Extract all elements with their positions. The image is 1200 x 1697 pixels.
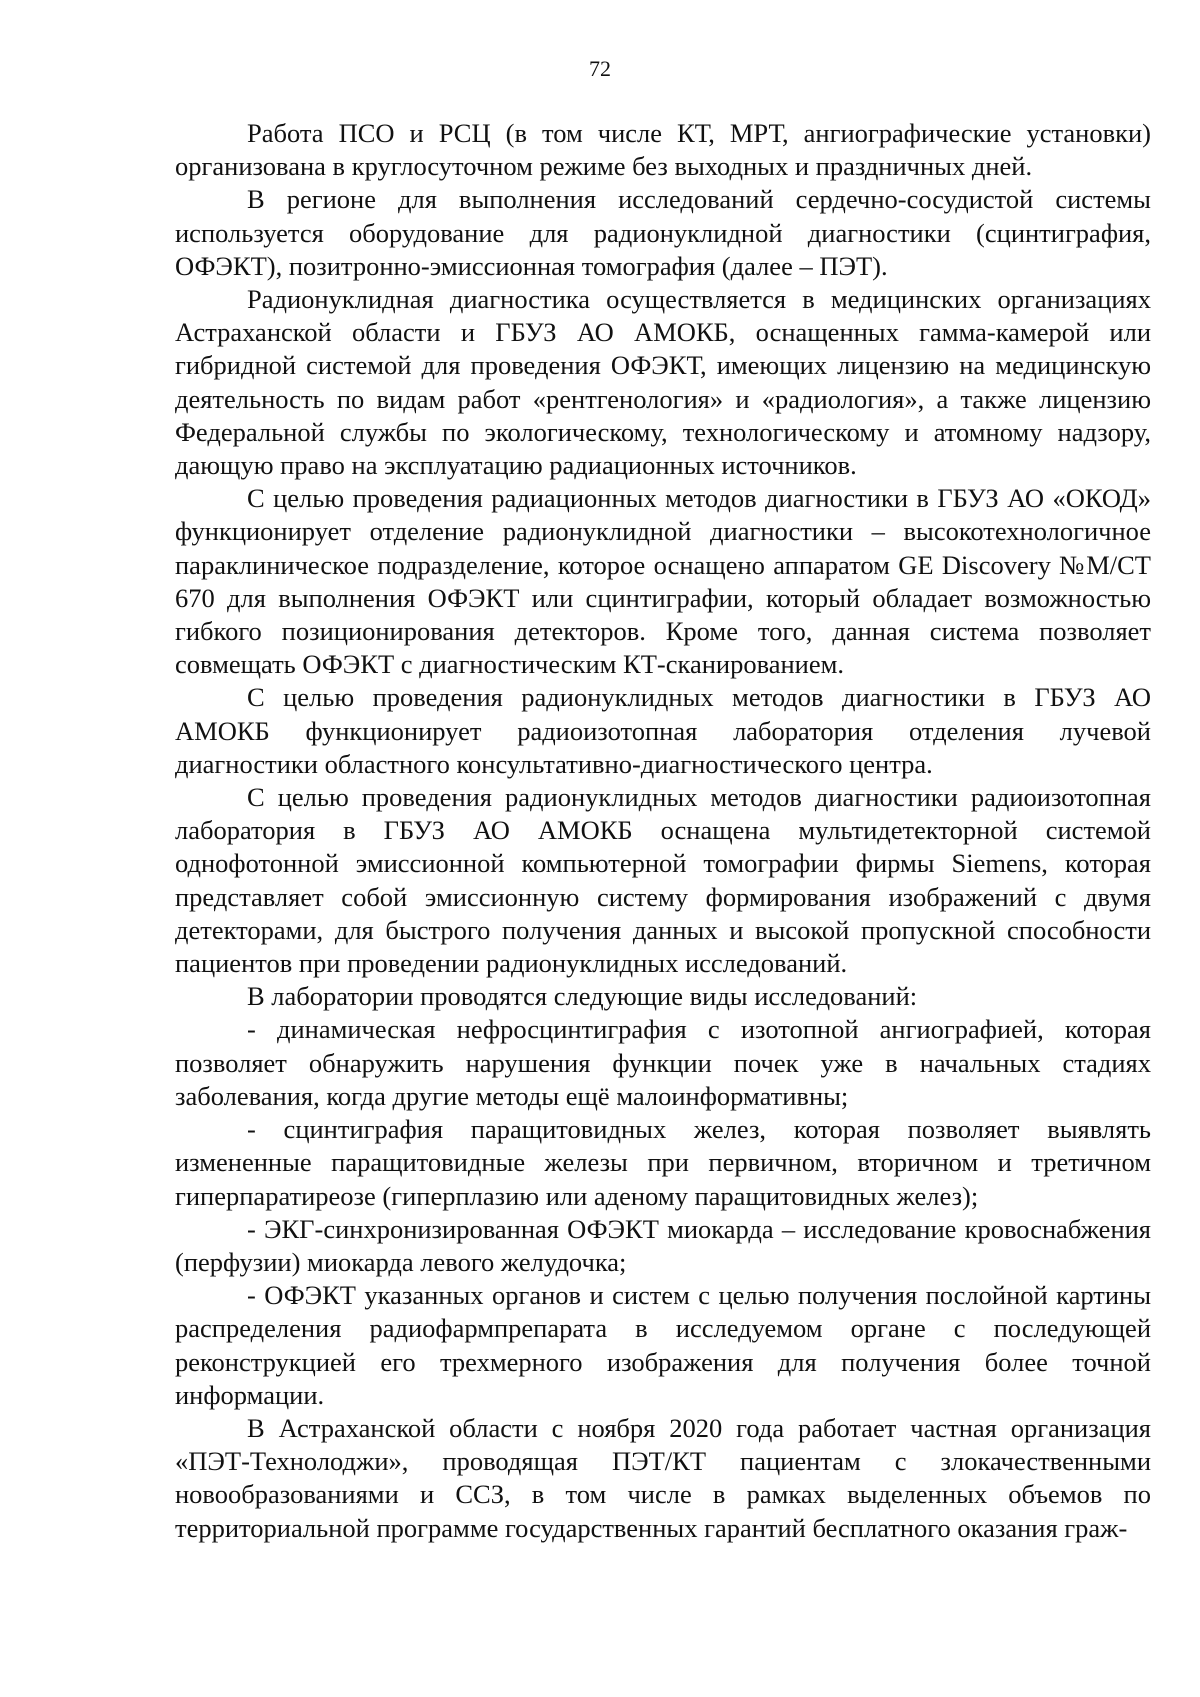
paragraph: С целью проведения радиационных методов диагностики в ГБУЗ АО «ОКОД» функционирует отделение радионуклидной диагностики – высокотехнологичное параклиническое подразделение, которое оснащено аппаратом GE Discovery №M/CT 670 для выполнения ОФЭКТ или сцинтиграфии, который обладает возможностью гибкого позиционирования детекторов. Кроме того, данная система позволяет совмещать ОФЭКТ с диагностическим КТ-сканированием.: [175, 483, 1151, 680]
paragraph: С целью проведения радионуклидных методов диагностики радиоизотопная лаборатория в ГБУЗ АО АМОКБ оснащена мультидетекторной системой однофотонной эмиссионной компьютерной томографии фирмы Siemens, которая представляет собой эмиссионную систему формирования изображений с двумя детекторами, для быстрого получения данных и высокой пропускной способности пациентов при проведении радионуклидных исследований.: [175, 782, 1151, 979]
document-body: [175, 117, 1151, 1545]
list-item: - динамическая нефросцинтиграфия с изотопной ангиографией, которая позволяет обнаружить нарушения функции почек уже в начальных стадиях заболевания, когда другие методы ещё малоинформативны;: [175, 1014, 1151, 1111]
paragraph: Радионуклидная диагностика осуществляется в медицинских организациях Астраханской области и ГБУЗ АО АМОКБ, оснащенных гамма-камерой или гибридной системой для проведения ОФЭКТ, имеющих лицензию на медицинскую деятельность по видам работ «рентгенология» и «радиология», а также лицензию Федеральной службы по экологическому, технологическому и атомному надзору, дающую право на эксплуатацию радиационных источников.: [175, 284, 1151, 481]
paragraph: С целью проведения радионуклидных методов диагностики в ГБУЗ АО АМОКБ функционирует радиоизотопная лаборатория отделения лучевой диагностики областного консультативно-диагностического центра.: [175, 682, 1151, 779]
paragraph: Работа ПСО и РСЦ (в том числе КТ, МРТ, ангиографические установки) организована в круглосуточном режиме без выходных и праздничных дней.: [175, 118, 1151, 182]
list-item: - сцинтиграфия паращитовидных желез, которая позволяет выявлять измененные паращитовидные железы при первичном, вторичном и третичном гиперпаратиреозе (гиперплазию или аденому паращитовидных желез);: [175, 1114, 1151, 1211]
page-number: 72: [589, 56, 611, 81]
paragraph: В регионе для выполнения исследований сердечно-сосудистой системы используется оборудование для радионуклидной диагностики (сцинтиграфия, ОФЭКТ), позитронно-эмиссионная томография (далее – ПЭТ).: [175, 184, 1151, 281]
paragraph: В лаборатории проводятся следующие виды исследований:: [247, 981, 918, 1012]
list-item: - ОФЭКТ указанных органов и систем с целью получения послойной картины распределения радиофармпрепарата в исследуемом органе с последующей реконструкцией его трехмерного изображения для получения более точной информации.: [175, 1280, 1151, 1410]
paragraph: В Астраханской области с ноября 2020 года работает частная организация «ПЭТ-Технолоджи», проводящая ПЭТ/КТ пациентам с злокачественными новообразованиями и ССЗ, в том числе в рамках выделенных объемов по территориальной программе государственных гарантий бесплатного оказания граж-: [175, 1412, 1151, 1543]
list-item: - ЭКГ-синхронизированная ОФЭКТ миокарда – исследование кровоснабжения (перфузии) миокарда левого желудочка;: [175, 1213, 1151, 1277]
